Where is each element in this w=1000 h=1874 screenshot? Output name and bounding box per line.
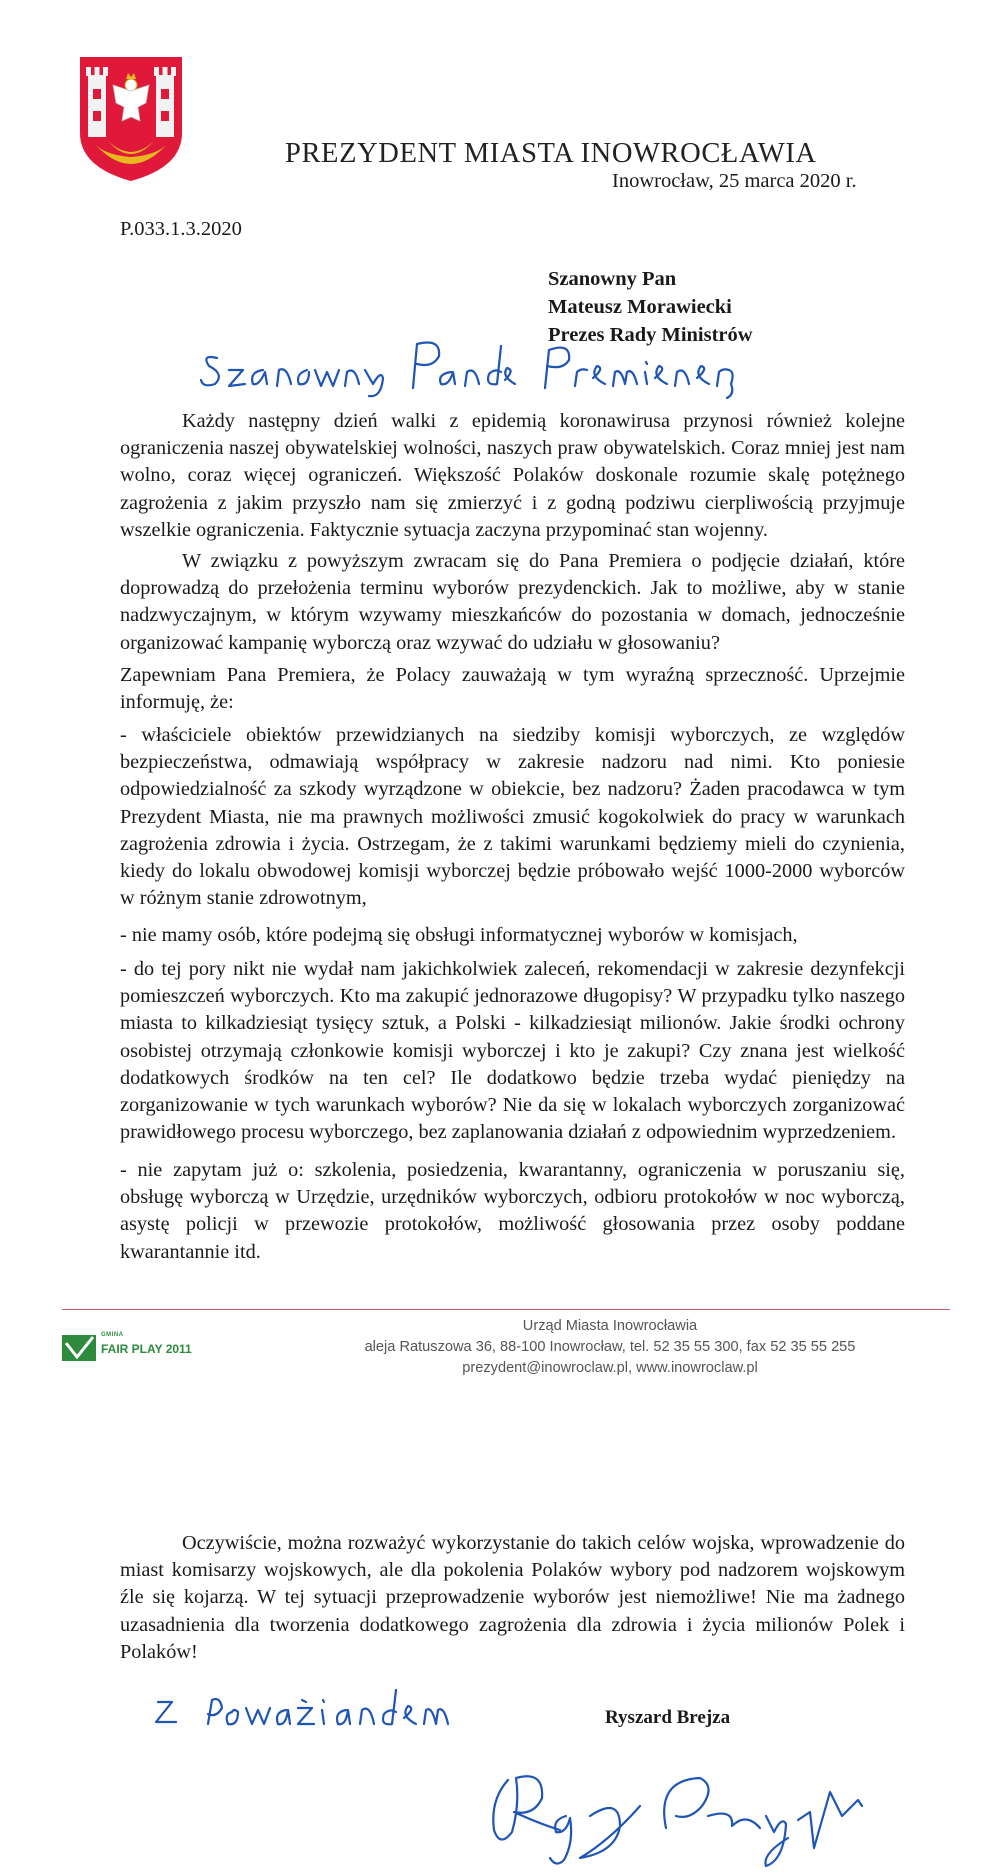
fairplay-badge-small: GMINA — [101, 1332, 124, 1338]
paragraph-text: - nie mamy osób, które podejmą się obsługi informatycznej wyborów w komisjach, — [120, 924, 798, 946]
paragraph-text: - nie zapytam już o: szkolenia, posiedzenia, kwarantanny, ograniczenia w poruszaniu się, obsługę wyborczą w Urzędzie, urzędników wyborczych, odbioru protokołów w noc wyborczą, asystę policji w przewozie protokołów, możliwość głosowania przez osoby poddane kwarantannie itd. — [120, 1159, 905, 1263]
body-paragraph — [120, 1530, 905, 1666]
body-paragraph — [120, 408, 905, 544]
paragraph-text: Zapewniam Pana Premiera, że Polacy zauważają w tym wyraźną sprzeczność. Uprzejmie informuję, że: — [120, 664, 905, 714]
body-paragraph — [120, 722, 905, 912]
paragraph-text: W związku z powyższym zwracam się do Pana Premiera o podjęcie działań, które doprowadzą do przełożenia terminu wyborów prezydenckich. Jak to możliwe, aby w stanie nadzwyczajnym, w którym wzywamy mieszkańców do pozostania w domach, jednocześnie organizować kampanię wyborczą oraz wzywać do udziału w głosowaniu? — [120, 550, 905, 654]
paragraph-text: Oczywiście, można rozważyć wykorzystanie do takich celów wojska, wprowadzenie do miast komisarzy wojskowych, ale dla pokolenia Polaków wybory pod nadzorem wojskowym źle się kojarzą. W tej sytuacji przeprowadzenie wyborów jest niemożliwe! Nie ma żadnego uzasadnienia dla tworzenia dodatkowego zagrożenia dla zdrowia i życia milionów Polek i Polaków! — [120, 1532, 905, 1663]
paragraph-text: - do tej pory nikt nie wydał nam jakichkolwiek zaleceń, rekomendacji w zakresie dezynfekcji pomieszczeń wyborczych. Kto ma zakupić jednorazowe długopisy? W przypadku tylko naszego miasta to kilkadziesiąt tysięcy sztuk, a Polski - kilkadziesiąt milionów. Jakie środki ochrony osobistej otrzymają członkowie komisji wyborczej i kto je zakupi? Czy znana jest wielkość dodatkowych środków na ten cel? Ile dodatkowo będzie trzeba wydać pieniędzy na zorganizowanie w tych warunkach wyborów? Nie da się w lokalach wyborczych zorganizować prawidłowego procesu wyborczego, bez zaplanowania działań z odpowiednim wyprzedzeniem. — [120, 958, 905, 1144]
body-paragraph — [120, 956, 905, 1146]
body-paragraph — [120, 1157, 905, 1266]
footer-divider — [62, 1309, 950, 1310]
signer-name: Ryszard Brejza — [605, 1707, 731, 1728]
addressee-line: Prezes Rady Ministrów — [548, 324, 753, 346]
letterhead-title: PREZYDENT MIASTA INOWROCŁAWIA — [285, 138, 817, 169]
footer-address: aleja Ratuszowa 36, 88-100 Inowrocław, tel. 52 35 55 300, fax 52 35 55 255 — [364, 1339, 856, 1355]
handwritten-salutation — [195, 328, 755, 400]
coat-of-arms-icon — [78, 55, 184, 183]
addressee-line: Mateusz Morawiecki — [548, 296, 732, 318]
paragraph-text: - właściciele obiektów przewidzianych na siedziby komisji wyborczych, ze względów bezpieczeństwa, odmawiają współpracy w zakresie nadzoru nad nimi. Kto poniesie odpowiedzialność za szkody wyrządzone w obiekcie, bez nadzoru? Żaden pracodawca w tym Prezydent Miasta, nie ma prawnych możliwości zmusić kogokolwiek do pracy w warunkach zagrożenia zdrowia i życia. Ostrzegam, że z takimi warunkami będziemy mieli do czynienia, kiedy do lokalu obwodowej komisji wyborczej będzie próbowało wejść 1000-2000 wyborców w różnym stanie zdrowotnym, — [120, 724, 905, 910]
handwritten-closing — [150, 1678, 490, 1740]
handwritten-signature — [470, 1720, 930, 1870]
letter-date: Inowrocław, 25 marca 2020 r. — [612, 170, 857, 192]
addressee-line: Szanowny Pan — [548, 268, 677, 290]
paragraph-text: Każdy następny dzień walki z epidemią koronawirusa przynosi również kolejne ograniczenia naszej obywatelskiej wolności, naszych praw obywatelskich. Coraz mniej jest nam wolno, coraz więcej ograniczeń. Większość Polaków doskonale rozumie skalę potężnego zagrożenia z jakim przyszło nam się zmierzyć i z godną podziwu cierpliwością przyjmuje wszelkie ograniczenia. Faktycznie sytuacja zaczyna przypominać stan wojenny. — [120, 410, 905, 541]
footer-contact-block — [330, 1316, 890, 1379]
footer-contact: prezydent@inowroclaw.pl, www.inowroclaw.pl — [462, 1360, 758, 1376]
reference-number: P.033.1.3.2020 — [120, 218, 242, 240]
body-paragraph — [120, 922, 905, 949]
fairplay-badge-label: FAIR PLAY 2011 — [101, 1342, 192, 1356]
body-paragraph — [120, 548, 905, 657]
footer-office: Urząd Miasta Inowrocławia — [522, 1318, 698, 1334]
body-paragraph — [120, 662, 905, 716]
